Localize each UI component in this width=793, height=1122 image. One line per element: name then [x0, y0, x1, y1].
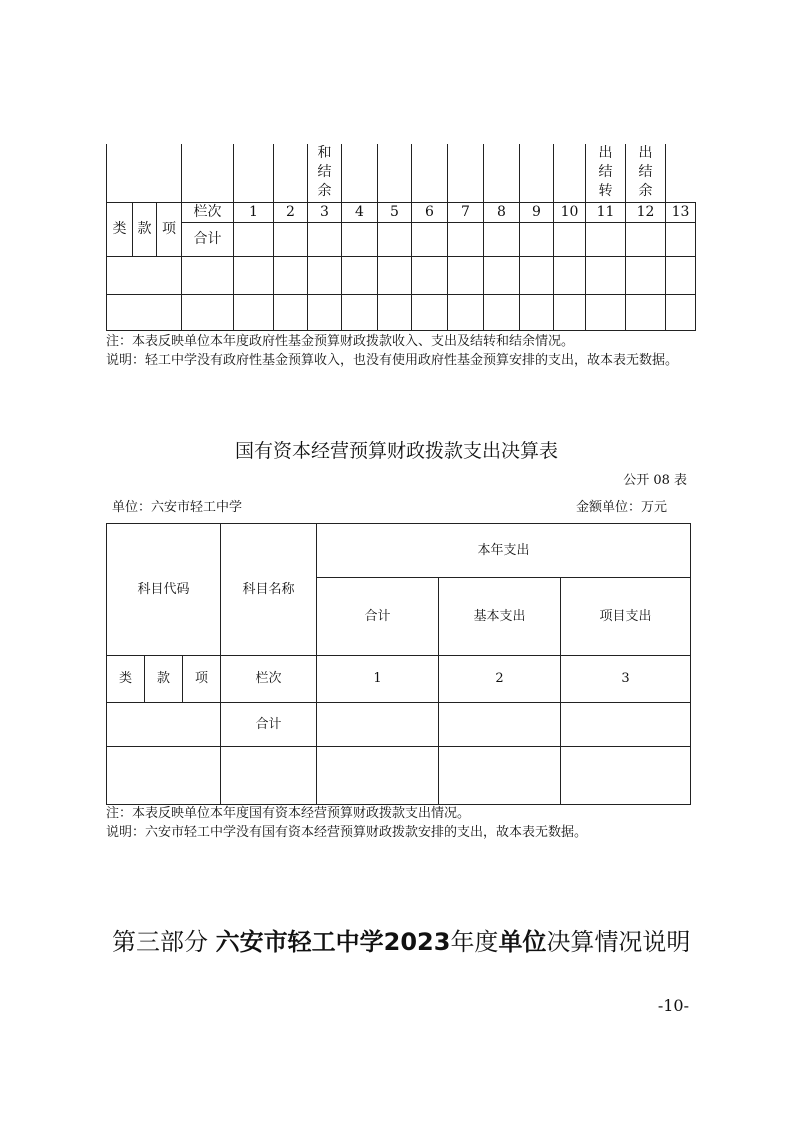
table2-note: 注：本表反映单位本年度国有资本经营预算财政拨款支出情况。	[106, 806, 471, 821]
sub-header-total: 合计	[317, 578, 439, 656]
code-header: 科目代码	[107, 524, 221, 656]
code-label-lei: 类	[107, 656, 145, 703]
column-number: 3	[561, 656, 691, 703]
amount-unit-label: 金额单位：万元	[575, 500, 667, 515]
table2-explanation: 说明：六安市轻工中学没有国有资本经营预算财政拨款安排的支出，故本表无数据。	[106, 825, 588, 840]
column-number: 2	[274, 202, 308, 222]
title-segment: 情况说明	[594, 928, 691, 956]
column-header-12: 出结转	[586, 144, 626, 202]
sub-header-basic: 基本支出	[439, 578, 561, 656]
title-segment: 单位	[498, 928, 547, 956]
total-label: 合计	[221, 703, 317, 747]
title-segment: 年度	[450, 928, 499, 956]
column-number: 6	[412, 202, 448, 222]
code-label-kuan: 款	[133, 202, 157, 256]
column-number: 12	[626, 202, 666, 222]
group-header: 本年支出	[317, 524, 691, 578]
column-number-row	[107, 656, 691, 703]
column-number: 1	[317, 656, 439, 703]
name-header: 科目名称	[221, 524, 317, 656]
column-number: 2	[439, 656, 561, 703]
year: 2023	[383, 928, 451, 956]
column-number: 7	[448, 202, 484, 222]
column-number: 13	[666, 202, 696, 222]
column-number: 5	[378, 202, 412, 222]
unit-label: 单位：六安市轻工中学	[112, 500, 243, 515]
table-row	[107, 294, 696, 330]
column-number-row	[107, 202, 696, 222]
column-number: 10	[554, 202, 586, 222]
table-number: 公开 08 表	[623, 473, 687, 488]
total-label: 合计	[182, 222, 234, 256]
column-number: 8	[484, 202, 520, 222]
table-header-row	[107, 524, 691, 578]
column-number: 9	[520, 202, 554, 222]
row-label: 栏次	[182, 202, 234, 222]
code-label-xiang: 项	[183, 656, 221, 703]
state-capital-table	[106, 523, 691, 805]
column-number: 1	[234, 202, 274, 222]
column-number: 11	[586, 202, 626, 222]
sub-header-project: 项目支出	[561, 578, 691, 656]
table1-note: 注：本表反映单位本年度政府性基金预算财政拨款收入、支出及结转和结余情况。	[106, 334, 575, 349]
column-number: 4	[342, 202, 378, 222]
page-number: -10-	[657, 996, 689, 1015]
code-label-kuan: 款	[145, 656, 183, 703]
code-label-lei: 类	[107, 202, 133, 256]
code-label-xiang: 项	[157, 202, 182, 256]
part-label: 第三部分	[112, 928, 208, 956]
table-row	[107, 747, 691, 805]
school-name: 六安市轻工中学	[215, 928, 384, 956]
part-three-heading	[112, 922, 690, 957]
column-header-3: 和结余	[308, 144, 342, 202]
government-fund-table	[106, 144, 696, 331]
table1-explanation: 说明：轻工中学没有政府性基金预算收入，也没有使用政府性基金预算安排的支出，故本表无数据。	[106, 353, 679, 368]
total-row	[107, 703, 691, 747]
total-row	[107, 222, 696, 256]
title-segment: 决算	[546, 928, 595, 956]
column-number: 3	[308, 202, 342, 222]
column-header-13: 出结余	[626, 144, 666, 202]
row-label: 栏次	[221, 656, 317, 703]
table-header-row	[107, 144, 696, 202]
table-row	[107, 256, 696, 294]
section-title: 国有资本经营预算财政拨款支出决算表	[234, 440, 558, 462]
